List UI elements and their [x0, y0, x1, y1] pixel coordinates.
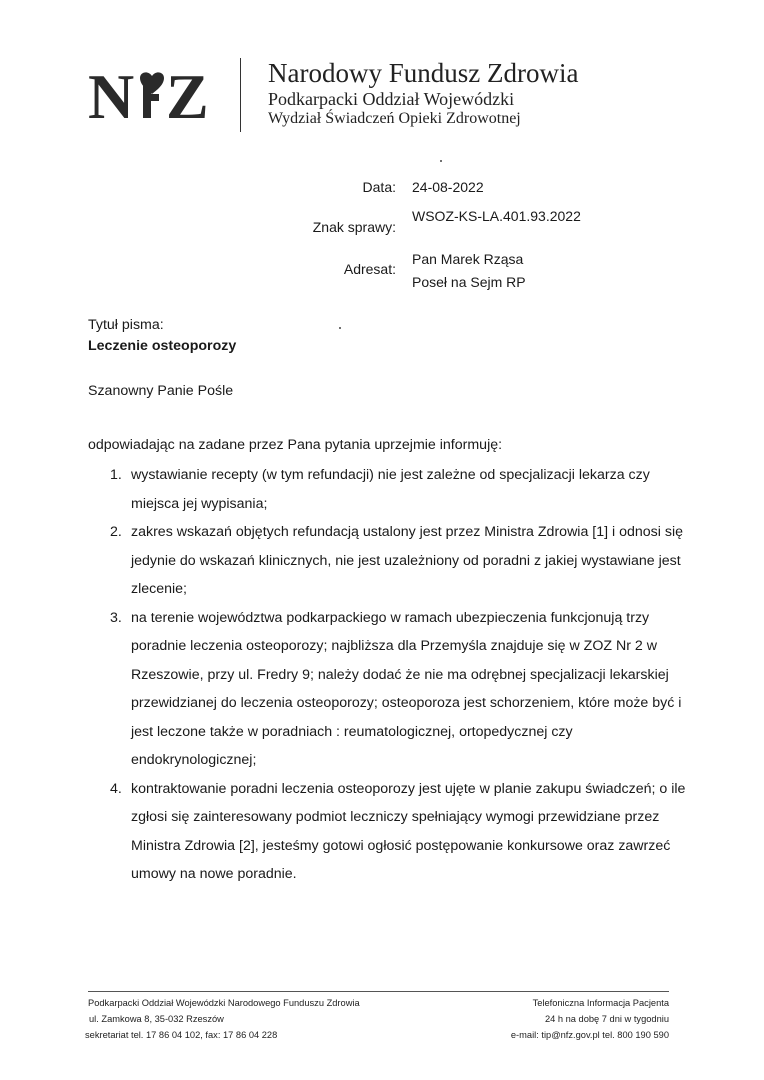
svg-text:Z: Z [166, 64, 209, 126]
scan-speck [440, 160, 442, 162]
svg-text:N: N [88, 64, 133, 126]
list-item-number: 1. [110, 467, 122, 483]
list-item-text: na terenie województwa podkarpackiego w ramach ubezpieczenia funkcjonują trzy poradnie leczenia osteoporozy; najbliższa dla Przemyśla znajduje się w ZOZ Nr 2 w Rzeszowie, przy ul. Fredry 9; należy dodać że nie ma odrębnej specjalizacji lekarskiej przewidzianej do leczenia osteoporozy; osteoporoza jest schorzeniem, które może być i jest leczone także w poradniach : reumatologicznej, ortopedycznej czy endokrynologicznej; [131, 609, 682, 768]
list-item [88, 518, 688, 604]
case-label: Znak sprawy: [312, 219, 396, 235]
list-item-text: kontraktowanie poradni leczenia osteoporozy jest ujęte w planie zakupu świadczeń; o ile zgłosi się zainteresowany podmiot leczniczy spełniający wymogi przewidziane przez Ministra Zdrowia [2], jesteśmy gotowi ogłosić postępowanie konkursowe oraz zawrzeć umowy na nowe poradnie. [131, 780, 686, 882]
salutation: Szanowny Panie Pośle [88, 383, 234, 399]
list-item-number: 4. [110, 780, 122, 797]
title-label: Tytuł pisma: [88, 317, 164, 333]
footer-divider [88, 991, 669, 992]
scan-speck [339, 327, 341, 329]
branch-name: Podkarpacki Oddział Wojewódzki [268, 89, 515, 109]
list-item [88, 604, 688, 775]
list-item-text: zakres wskazań objętych refundacją ustalony jest przez Ministra Zdrowia [1] i odnosi się jedynie do wskazań klinicznych, nie jest uzależniony od poradni z jakiej wystawiane jest zlecenie; [131, 524, 683, 597]
list-item-number: 3. [110, 609, 122, 626]
response-list [88, 461, 688, 889]
addressee-title: Poseł na Sejm RP [412, 274, 526, 290]
header-divider [240, 58, 241, 132]
letter-title: Leczenie osteoporozy [88, 338, 237, 354]
list-item-number: 2. [110, 524, 122, 540]
addressee-label: Adresat: [343, 261, 396, 277]
department-name: Wydział Świadczeń Opieki Zdrowotnej [268, 110, 521, 127]
nfz-logo [88, 64, 220, 126]
footer-address: ul. Zamkowa 8, 35-032 Rzeszów [89, 1014, 224, 1024]
footer-left [85, 995, 408, 1043]
list-item [88, 461, 688, 518]
list-item-text: wystawianie recepty (w tym refundacji) nie jest zależne od specjalizacji lekarza czy miejsca jej wypisania; [131, 467, 650, 512]
list-item [88, 775, 688, 889]
intro-paragraph: odpowiadając na zadane przez Pana pytania uprzejmie informuję: [88, 437, 503, 453]
footer-tip-hours: 24 h na dobę 7 dni w tygodniu [544, 1014, 669, 1024]
case-value: WSOZ-KS-LA.401.93.2022 [412, 208, 581, 224]
date-value: 24-08-2022 [412, 179, 484, 195]
org-name: Narodowy Fundusz Zdrowia [268, 58, 579, 88]
footer-phone: sekretariat tel. 17 86 04 102, fax: 17 86 04 228 [85, 1030, 278, 1040]
footer-tip-contact: e-mail: tip@nfz.gov.pl tel. 800 190 590 [510, 1030, 669, 1040]
footer-org: Podkarpacki Oddział Wojewódzki Narodowego Funduszu Zdrowia [88, 998, 360, 1008]
addressee-name: Pan Marek Rząsa [412, 251, 524, 267]
footer-right [420, 995, 669, 1043]
date-label: Data: [362, 179, 396, 195]
footer-tip-title: Telefoniczna Informacja Pacjenta [532, 998, 669, 1008]
